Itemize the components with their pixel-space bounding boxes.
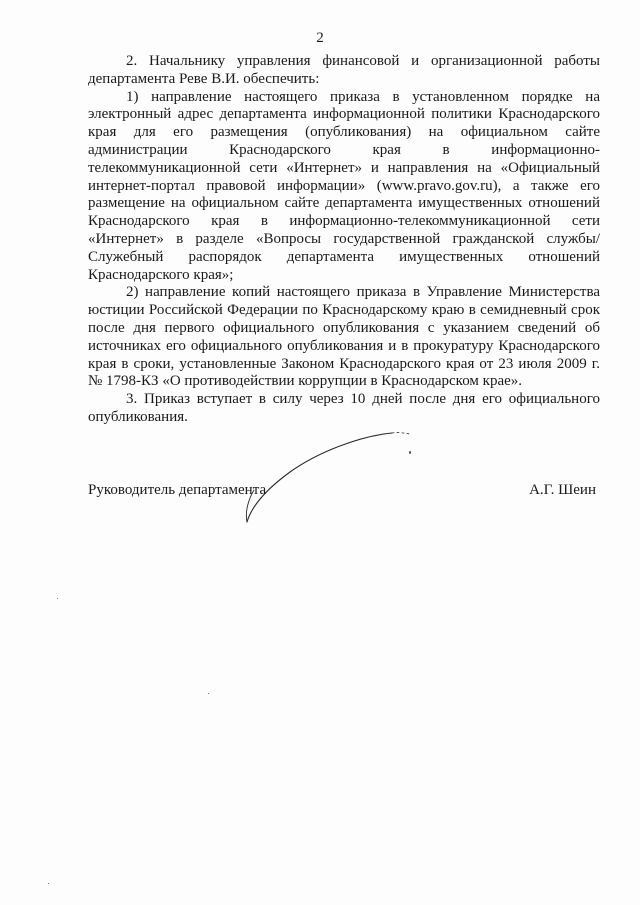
scan-speck <box>57 598 58 599</box>
scan-speck <box>208 693 209 694</box>
scan-speck <box>409 451 411 454</box>
page-number: 2 <box>316 30 324 46</box>
signature-stroke-main <box>247 433 392 522</box>
paragraph-subitem-2: 2) направление копий настоящего приказа в Управление Министерства юстиции Российской Федерации по Краснодарскому краю в семидневный срок после дня первого официального опубликования с указанием сведений об источниках его официального опубликования и в прокуратуру Краснодарского края в сроки, установленные Законом Краснодарского края от 23 июля 2009 г. № 1798-КЗ «О противодействии коррупции в Краснодарском крае». <box>88 284 600 390</box>
signatory-name: А.Г. Шеин <box>529 482 596 498</box>
paragraph-subitem-1: 1) направление настоящего приказа в установленном порядке на электронный адрес департамента информационной политики Краснодарского края для его размещения (опубликования) на официальном сайте администрации Краснодарского края в информационно-телекоммуникационной сети «Интернет» и направления на «Официальный интернет-портал правовой информации» (www.pravo.gov.ru), а также его размещение на официальном сайте департамента имущественных отношений Краснодарского края в информационно-телекоммуникационной сети «Интернет» в разделе «Вопросы государственной гражданской службы/Служебный распорядок департамента имущественных отношений Краснодарского края»; <box>88 88 600 283</box>
signatory-position: Руководитель департамента <box>88 482 267 498</box>
paragraph-item-2: 2. Начальнику управления финансовой и организационной работы департамента Реве В.И. обеспечить: <box>88 53 600 87</box>
document-body <box>88 53 600 427</box>
scan-speck <box>48 883 49 884</box>
signature-block <box>88 481 596 499</box>
paragraph-item-3: 3. Приказ вступает в силу через 10 дней после дня его официального опубликования. <box>88 391 600 425</box>
signature-stroke-flourish <box>392 433 410 434</box>
